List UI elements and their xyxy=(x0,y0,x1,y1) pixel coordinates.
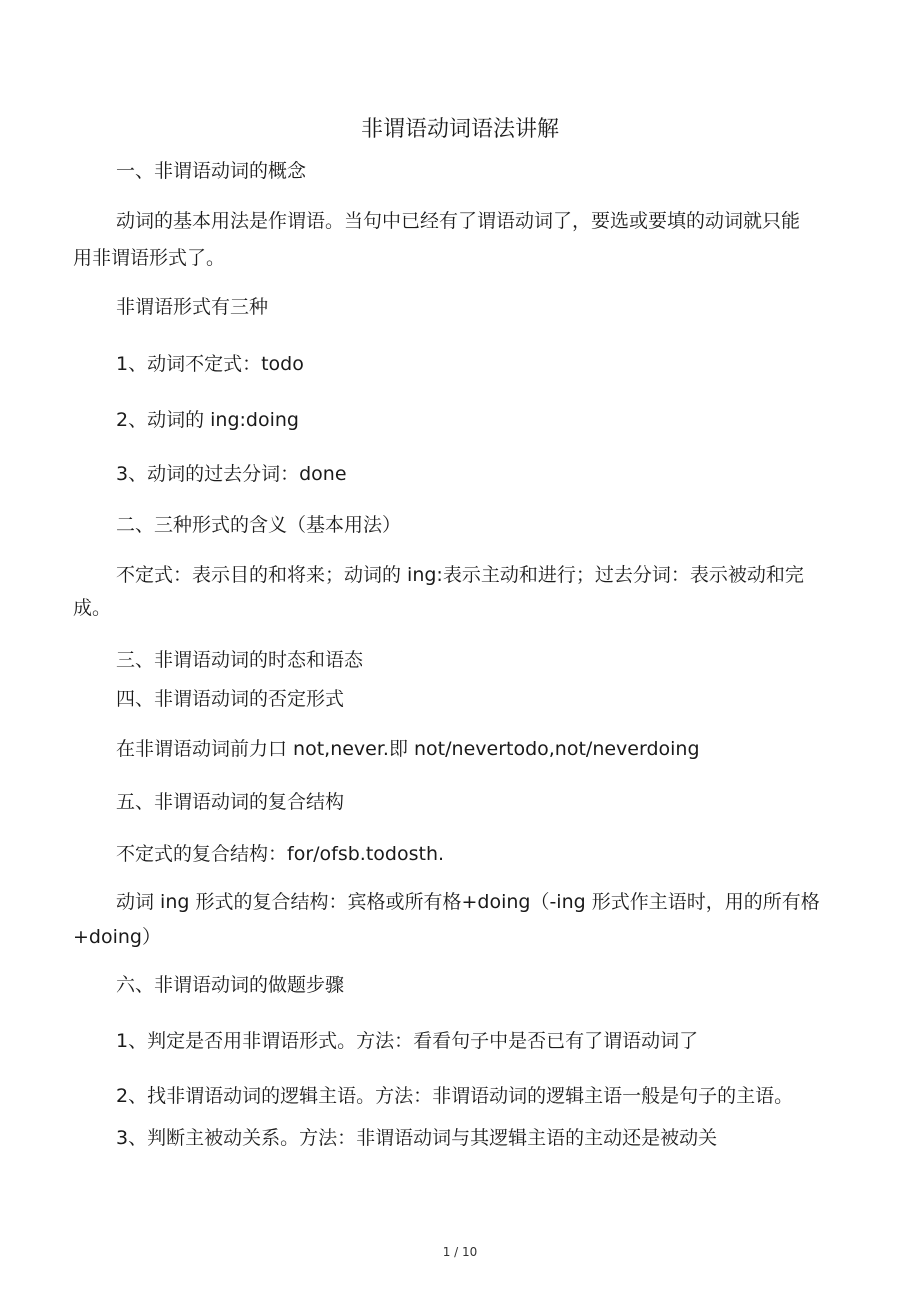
section-heading-5: 五、非谓语动词的复合结构 xyxy=(116,791,345,813)
paragraph-line: 成。 xyxy=(73,597,112,619)
section-heading-6: 六、非谓语动词的做题步骤 xyxy=(116,974,345,996)
list-item: 2、动词的 ing:doing xyxy=(116,409,299,431)
section-heading-4: 四、非谓语动词的否定形式 xyxy=(116,688,345,710)
list-item: 3、动词的过去分词：done xyxy=(116,463,347,485)
paragraph-line: 不定式的复合结构：for/ofsb.todosth. xyxy=(116,843,445,865)
paragraph-line: +doing） xyxy=(73,926,161,948)
paragraph-line: 动词 ing 形式的复合结构：宾格或所有格+doing（-ing 形式作主语时，用的所有格 xyxy=(116,891,820,913)
page-number: 1 / 10 xyxy=(442,1245,478,1259)
list-item: 1、动词不定式：todo xyxy=(116,353,304,375)
list-item: 3、判断主被动关系。方法：非谓语动词与其逻辑主语的主动还是被动关 xyxy=(116,1127,718,1149)
paragraph-line: 动词的基本用法是作谓语。当句中已经有了谓语动词了，要选或要填的动词就只能 xyxy=(116,210,801,232)
document-title: 非谓语动词语法讲解 xyxy=(360,117,559,142)
paragraph-line: 非谓语形式有三种 xyxy=(116,296,269,318)
section-heading-3: 三、非谓语动词的时态和语态 xyxy=(116,649,364,671)
list-item: 2、找非谓语动词的逻辑主语。方法：非谓语动词的逻辑主语一般是句子的主语。 xyxy=(116,1085,794,1107)
section-heading-2: 二、三种形式的含义（基本用法） xyxy=(116,514,402,536)
list-item: 1、判定是否用非谓语形式。方法：看看句子中是否已有了谓语动词了 xyxy=(116,1030,699,1052)
section-heading-1: 一、非谓语动词的概念 xyxy=(116,160,307,182)
paragraph-line: 在非谓语动词前力口 not,never.即 not/nevertodo,not/neverdoing xyxy=(116,738,700,760)
paragraph-line: 不定式：表示目的和将来；动词的 ing:表示主动和进行；过去分词：表示被动和完 xyxy=(116,564,804,586)
paragraph-line: 用非谓语形式了。 xyxy=(73,247,226,269)
